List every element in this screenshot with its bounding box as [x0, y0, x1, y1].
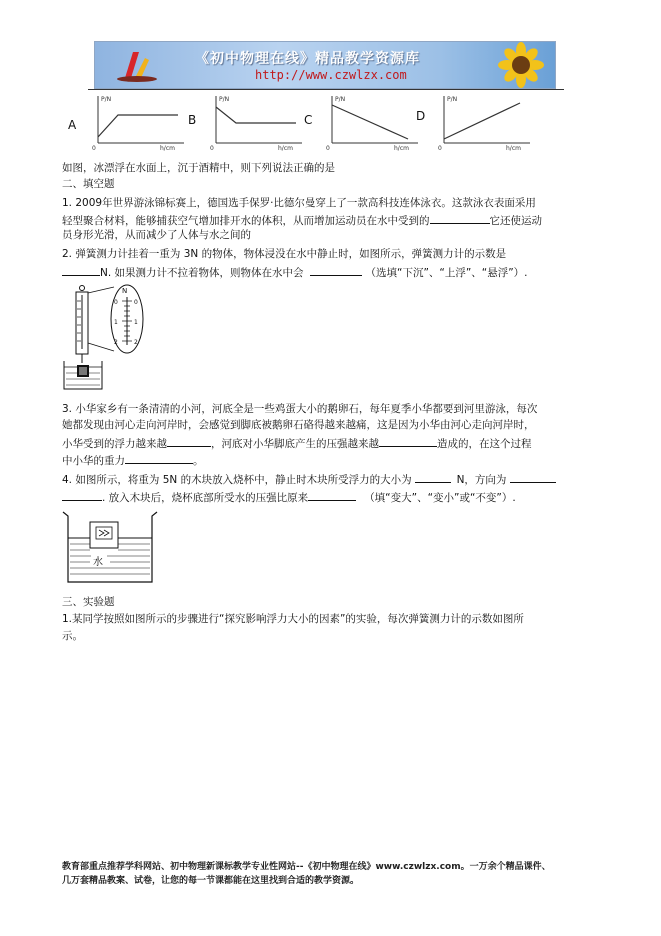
option-c-ylabel: P/N [335, 96, 346, 103]
option-d-ylabel: P/N [447, 96, 458, 103]
spring-scale-tick-0b: 0 [134, 299, 138, 306]
q1-line3-text: 员身形光滑，从而减少了人体与水之间的 [62, 229, 251, 241]
q1-line1: 1. 2009年世界游泳锦标赛上，德国选手保罗·比德尔曼穿上了一款高科技连体泳衣。这款泳衣表面采用 [62, 197, 536, 209]
option-b-graph [206, 93, 306, 151]
spring-scale-tick-2b: 2 [134, 339, 138, 346]
option-c-letter: C [304, 113, 313, 127]
footer-line2: 几万套精品教案、试卷，让您的每一节课都能在这里找到合适的教学资源。 [62, 876, 360, 886]
q2-line2 [62, 264, 528, 281]
option-a-letter: A [68, 118, 77, 132]
option-b-origin: 0 [210, 145, 214, 151]
option-b-ylabel: P/N [219, 96, 230, 103]
sunflower-icon [483, 42, 555, 88]
q2-line1: 2. 弹簧测力计挂着一重为 3N 的物体，物体浸没在水中静止时，如图所示，弹簧测力计的示数是 [62, 248, 507, 260]
q3-line3c: 造成的，在这个过程 [437, 438, 532, 450]
q1-blank-1[interactable] [430, 212, 490, 224]
q3-line3a: 小华受到的浮力越来越 [62, 438, 167, 450]
q5-line1: 1.某同学按照如图所示的步骤进行“探究影响浮力大小的因素”的实验，每次弹簧测力计的示数如图所 [62, 613, 524, 625]
q3-line3 [62, 435, 532, 452]
footer-line1: 教育部重点推荐学科网站、初中物理新课标教学专业性网站--《初中物理在线》www.czwlzx.com。一万余个精品课件、 [62, 862, 551, 872]
option-a-origin: 0 [92, 145, 96, 151]
q1-line2a: 轻型聚合材料，能够捕获空气增加排开水的体积，从而增加运动员在水中受到的 [62, 215, 430, 227]
q2-line2b: （选填“下沉”、“上浮”、“悬浮”）. [365, 267, 528, 279]
spring-scale-unit: N [122, 287, 128, 295]
q3-line3b: ，河底对小华脚底产生的压强越来越 [211, 438, 379, 450]
section3-title: 三、实验题 [62, 596, 115, 608]
beaker-water-label: 水 [93, 557, 103, 568]
q5-line2: 示。 [62, 630, 83, 642]
q2-line2a: N. 如果测力计不拉着物体，则物体在水中会 [100, 267, 304, 279]
q3-line1: 3. 小华家乡有一条清清的小河，河底全是一些鸡蛋大小的鹅卵石，每年夏季小华都要到河里游泳，每次 [62, 403, 538, 415]
spring-scale-tick-1: 1 [114, 319, 118, 326]
option-d-letter: D [416, 109, 426, 123]
question-ice: 如图，冰漂浮在水面上，沉于酒精中，则下列说法正确的是 [62, 162, 335, 174]
q4-line1b: N，方向为 [456, 474, 507, 486]
q4-line1 [62, 471, 556, 488]
option-a-xlabel: h/cm [160, 145, 175, 151]
q4-blank-3[interactable] [62, 489, 102, 501]
q3-line4 [62, 452, 204, 469]
beaker-figure [60, 510, 160, 586]
q3-blank-2[interactable] [379, 435, 437, 447]
q4-blank-1[interactable] [415, 471, 451, 483]
q2-blank-2[interactable] [310, 264, 362, 276]
spring-scale-tick-2: 2 [114, 339, 118, 346]
q3-blank-3[interactable] [125, 452, 193, 464]
spring-scale-tick-0: 0 [114, 299, 118, 306]
option-c-xlabel: h/cm [394, 145, 409, 151]
option-a-ylabel: P/N [101, 96, 112, 103]
q3-line2: 她都发现由河心走向河岸时，会感觉到脚底被鹅卵石硌得越来越痛，这是因为小华由河心走向河岸时， [62, 419, 535, 431]
footer [62, 860, 551, 888]
q4-blank-2[interactable] [510, 471, 556, 483]
header-rule [88, 89, 564, 90]
spring-scale-tick-1b: 1 [134, 319, 138, 326]
header-title: 《初中物理在线》精品教学资源库 [195, 51, 420, 67]
option-c-origin: 0 [326, 145, 330, 151]
q3-line4a: 中小华的重力 [62, 455, 125, 467]
q1-line2b: 它还使运动 [489, 215, 542, 227]
option-d-origin: 0 [438, 145, 442, 151]
header-url: http://www.czwlzx.com [255, 68, 407, 82]
q1-line3 [62, 228, 251, 243]
q3-line4b: 。 [193, 455, 204, 467]
option-d-graph [434, 93, 534, 151]
option-b-xlabel: h/cm [278, 145, 293, 151]
graph-options [68, 93, 548, 153]
option-c-graph [322, 93, 422, 151]
q4-blank-4[interactable] [308, 489, 356, 501]
q4-line2 [62, 489, 516, 506]
q4-line2b: （填“变大”、“变小”或“不变”）. [364, 492, 516, 504]
logo-icon [113, 46, 161, 84]
q2-blank-1[interactable] [62, 264, 100, 276]
option-d-xlabel: h/cm [506, 145, 521, 151]
q3-blank-1[interactable] [167, 435, 211, 447]
option-b-letter: B [188, 113, 197, 127]
section2-title: 二、填空题 [62, 178, 115, 190]
q4-line2a: . 放入木块后，烧杯底部所受水的压强比原来 [102, 492, 309, 504]
spring-scale-figure [60, 283, 155, 393]
q1-line2 [62, 212, 542, 229]
q4-line1a: 4. 如图所示，将重为 5N 的木块放入烧杯中，静止时木块所受浮力的大小为 [62, 474, 412, 486]
option-a-graph [88, 93, 188, 151]
header-banner [94, 41, 556, 89]
